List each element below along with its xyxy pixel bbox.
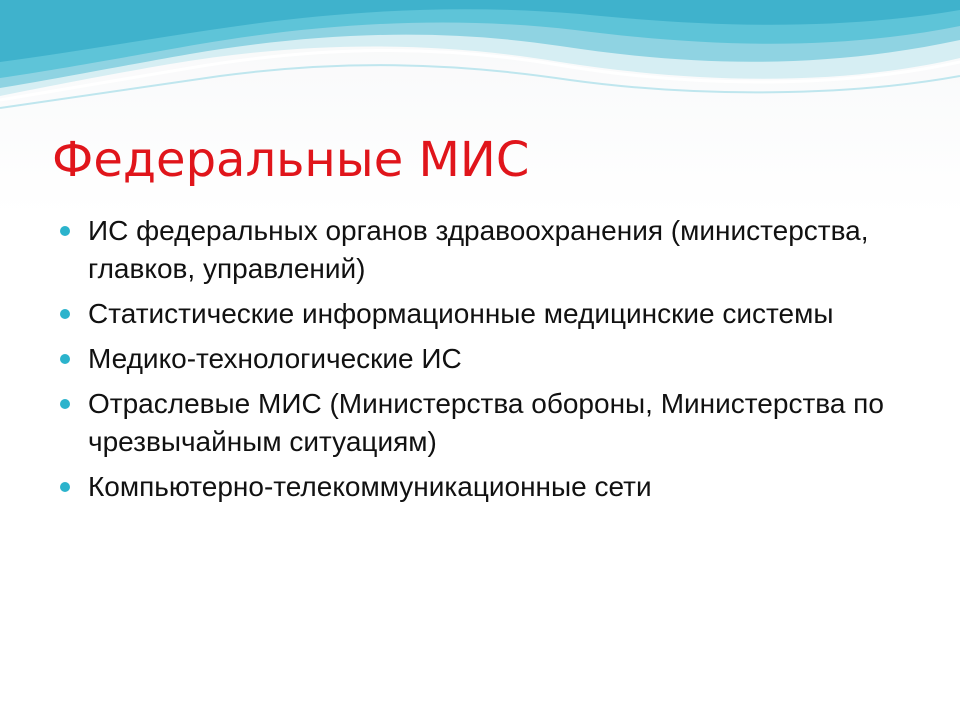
bullet-list [60, 212, 900, 513]
decorative-wave [0, 0, 960, 130]
bullet-text: Отраслевые МИС (Министерства обороны, Министерства по чрезвычайным ситуациям) [88, 388, 884, 457]
bullet-dot-icon [60, 226, 70, 236]
bullet-text: Статистические информационные медицинские системы [88, 298, 834, 329]
bullet-item [60, 212, 900, 288]
bullet-item [60, 385, 900, 461]
bullet-dot-icon [60, 354, 70, 364]
bullet-item [60, 340, 900, 378]
bullet-dot-icon [60, 482, 70, 492]
bullet-text: Медико-технологические ИС [88, 343, 462, 374]
bullet-text: ИС федеральных органов здравоохранения (министерства, главков, управлений) [88, 215, 869, 284]
slide-title: Федеральные МИС [52, 132, 530, 188]
bullet-item [60, 468, 900, 506]
bullet-dot-icon [60, 309, 70, 319]
bullet-item [60, 295, 900, 333]
bullet-dot-icon [60, 399, 70, 409]
bullet-text: Компьютерно-телекоммуникационные сети [88, 471, 652, 502]
